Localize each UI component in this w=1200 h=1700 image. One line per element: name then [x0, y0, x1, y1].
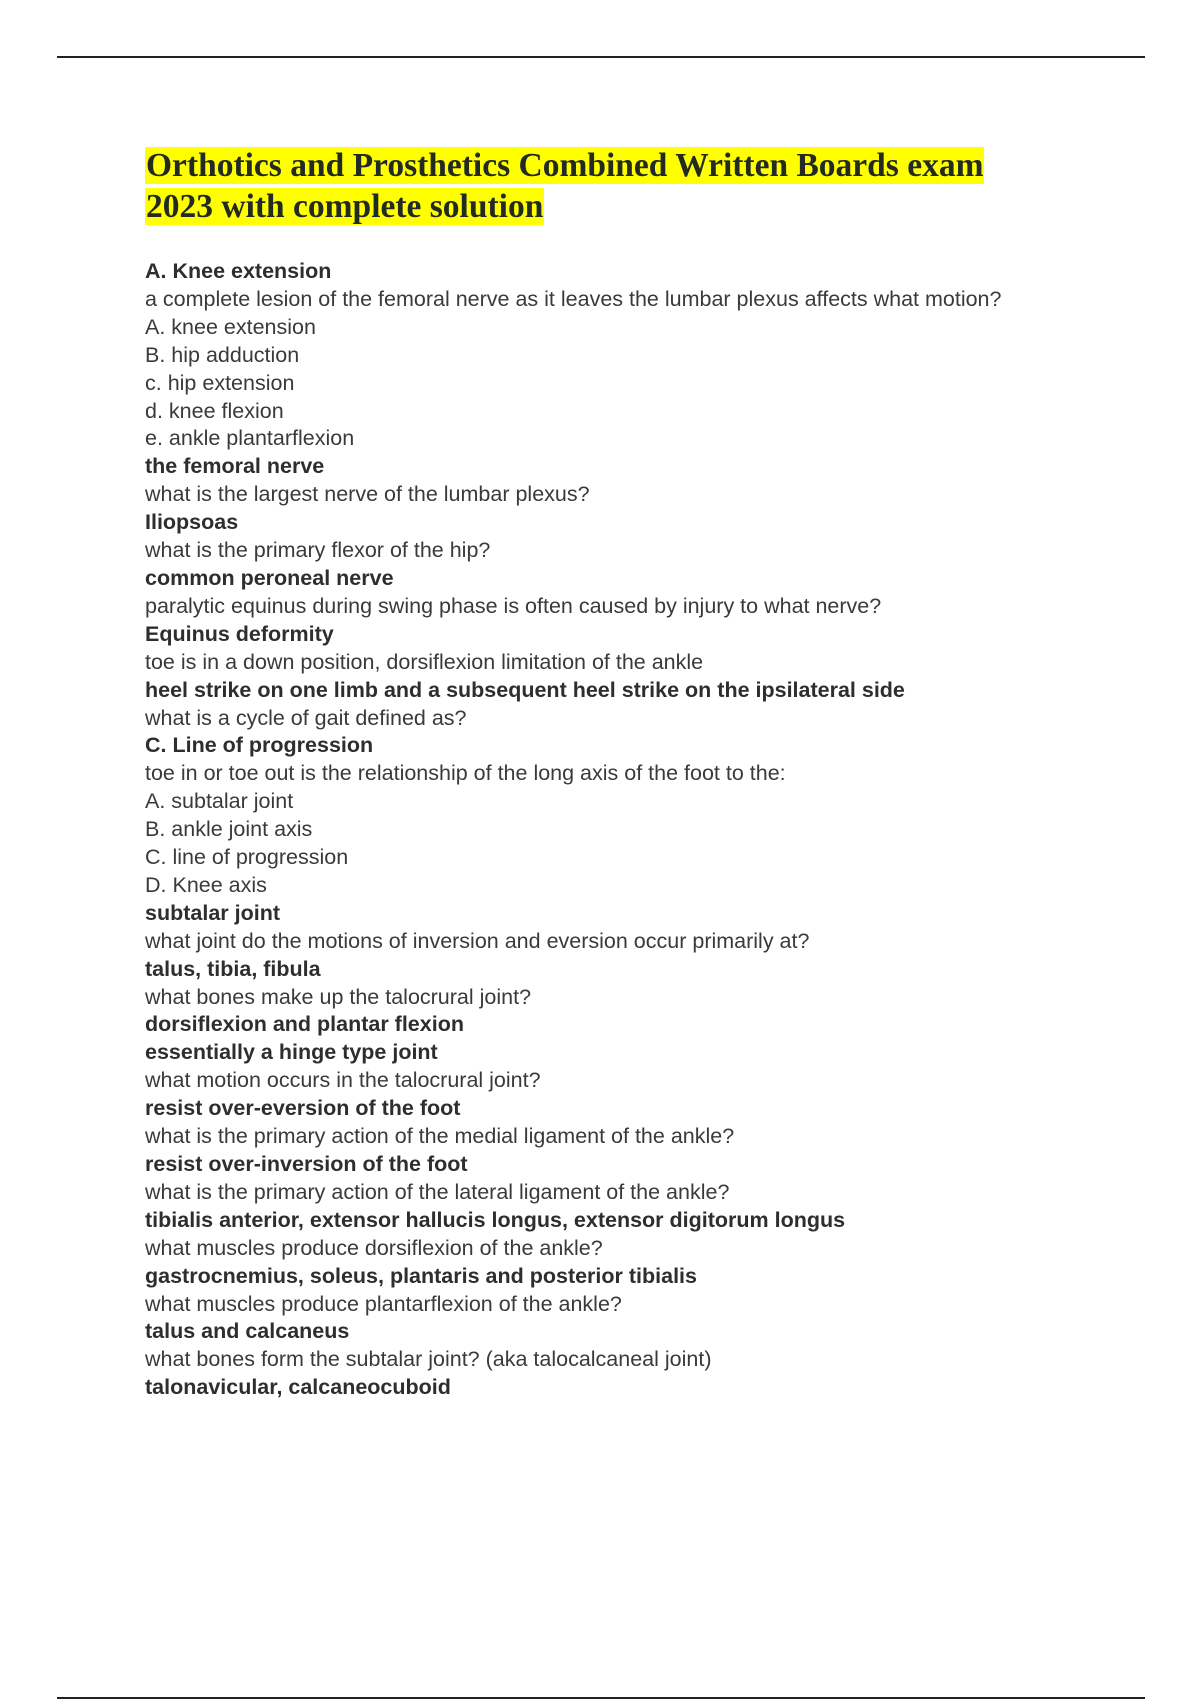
option-text: c. hip extension — [145, 370, 295, 395]
question-text: toe is in a down position, dorsiflexion limitation of the ankle — [145, 649, 704, 674]
option-text: D. Knee axis — [145, 872, 267, 897]
option-text: A. subtalar joint — [145, 789, 294, 814]
option-text: B. hip adduction — [145, 342, 300, 367]
question-text: what bones form the subtalar joint? (aka talocalcaneal joint) — [145, 1347, 712, 1372]
answer-text: Equinus deformity — [145, 621, 334, 646]
answer-text: gastrocnemius, soleus, plantaris and posterior tibialis — [145, 1263, 697, 1288]
answer-text: resist over-inversion of the foot — [145, 1152, 468, 1176]
option-text: B. ankle joint axis — [145, 817, 313, 842]
answer-text: the femoral nerve — [145, 454, 325, 479]
answer-text: talonavicular, calcaneocuboid — [145, 1375, 451, 1400]
answer-text: tibialis anterior, extensor hallucis longus, extensor digitorum longus — [145, 1207, 846, 1232]
option-text: e. ankle plantarflexion — [145, 426, 355, 451]
question-text: what muscles produce plantarflexion of the ankle? — [145, 1291, 622, 1316]
qa-content — [145, 258, 1065, 1402]
footer-rule — [57, 1697, 1145, 1699]
question-text: what joint do the motions of inversion and eversion occur primarily at? — [145, 928, 810, 953]
answer-text: heel strike on one limb and a subsequent heel strike on the ipsilateral side — [145, 677, 905, 702]
question-text: what is a cycle of gait defined as? — [145, 705, 467, 730]
answer-text: common peroneal nerve — [145, 565, 394, 590]
title-line-2: 2023 with complete solution — [146, 188, 544, 225]
question-text: what muscles produce dorsiflexion of the ankle? — [145, 1235, 603, 1260]
question-text: what is the primary action of the medial ligament of the ankle? — [145, 1124, 735, 1149]
option-text: C. line of progression — [145, 845, 349, 870]
answer-text: Iliopsoas — [145, 510, 239, 535]
document-title — [145, 145, 1085, 227]
question-text: what is the largest nerve of the lumbar plexus? — [145, 482, 590, 507]
answer-text: C. Line of progression — [145, 733, 374, 758]
title-line-1: Orthotics and Prosthetics Combined Written Boards exam — [146, 147, 984, 184]
question-text: paralytic equinus during swing phase is often caused by injury to what nerve? — [145, 593, 882, 618]
question-text: what is the primary flexor of the hip? — [145, 538, 491, 563]
answer-text: dorsiflexion and plantar flexion — [145, 1012, 464, 1037]
answer-text: resist over-eversion of the foot — [145, 1096, 461, 1121]
answer-text: subtalar joint — [145, 900, 280, 925]
option-text: A. knee extension — [145, 314, 316, 339]
question-text: what is the primary action of the lateral ligament of the ankle? — [145, 1179, 730, 1204]
answer-text: essentially a hinge type joint — [145, 1040, 438, 1065]
question-text: a complete lesion of the femoral nerve as it leaves the lumbar plexus affects what motion? — [145, 286, 1002, 311]
answer-text: talus and calcaneus — [145, 1319, 350, 1344]
question-text: toe in or toe out is the relationship of the long axis of the foot to the: — [145, 761, 786, 786]
question-text: what motion occurs in the talocrural joint? — [145, 1068, 541, 1093]
question-text: what bones make up the talocrural joint? — [145, 984, 532, 1009]
header-rule — [57, 56, 1145, 58]
option-text: d. knee flexion — [145, 398, 284, 423]
answer-text: talus, tibia, fibula — [145, 956, 321, 981]
answer-text: A. Knee extension — [145, 259, 332, 283]
